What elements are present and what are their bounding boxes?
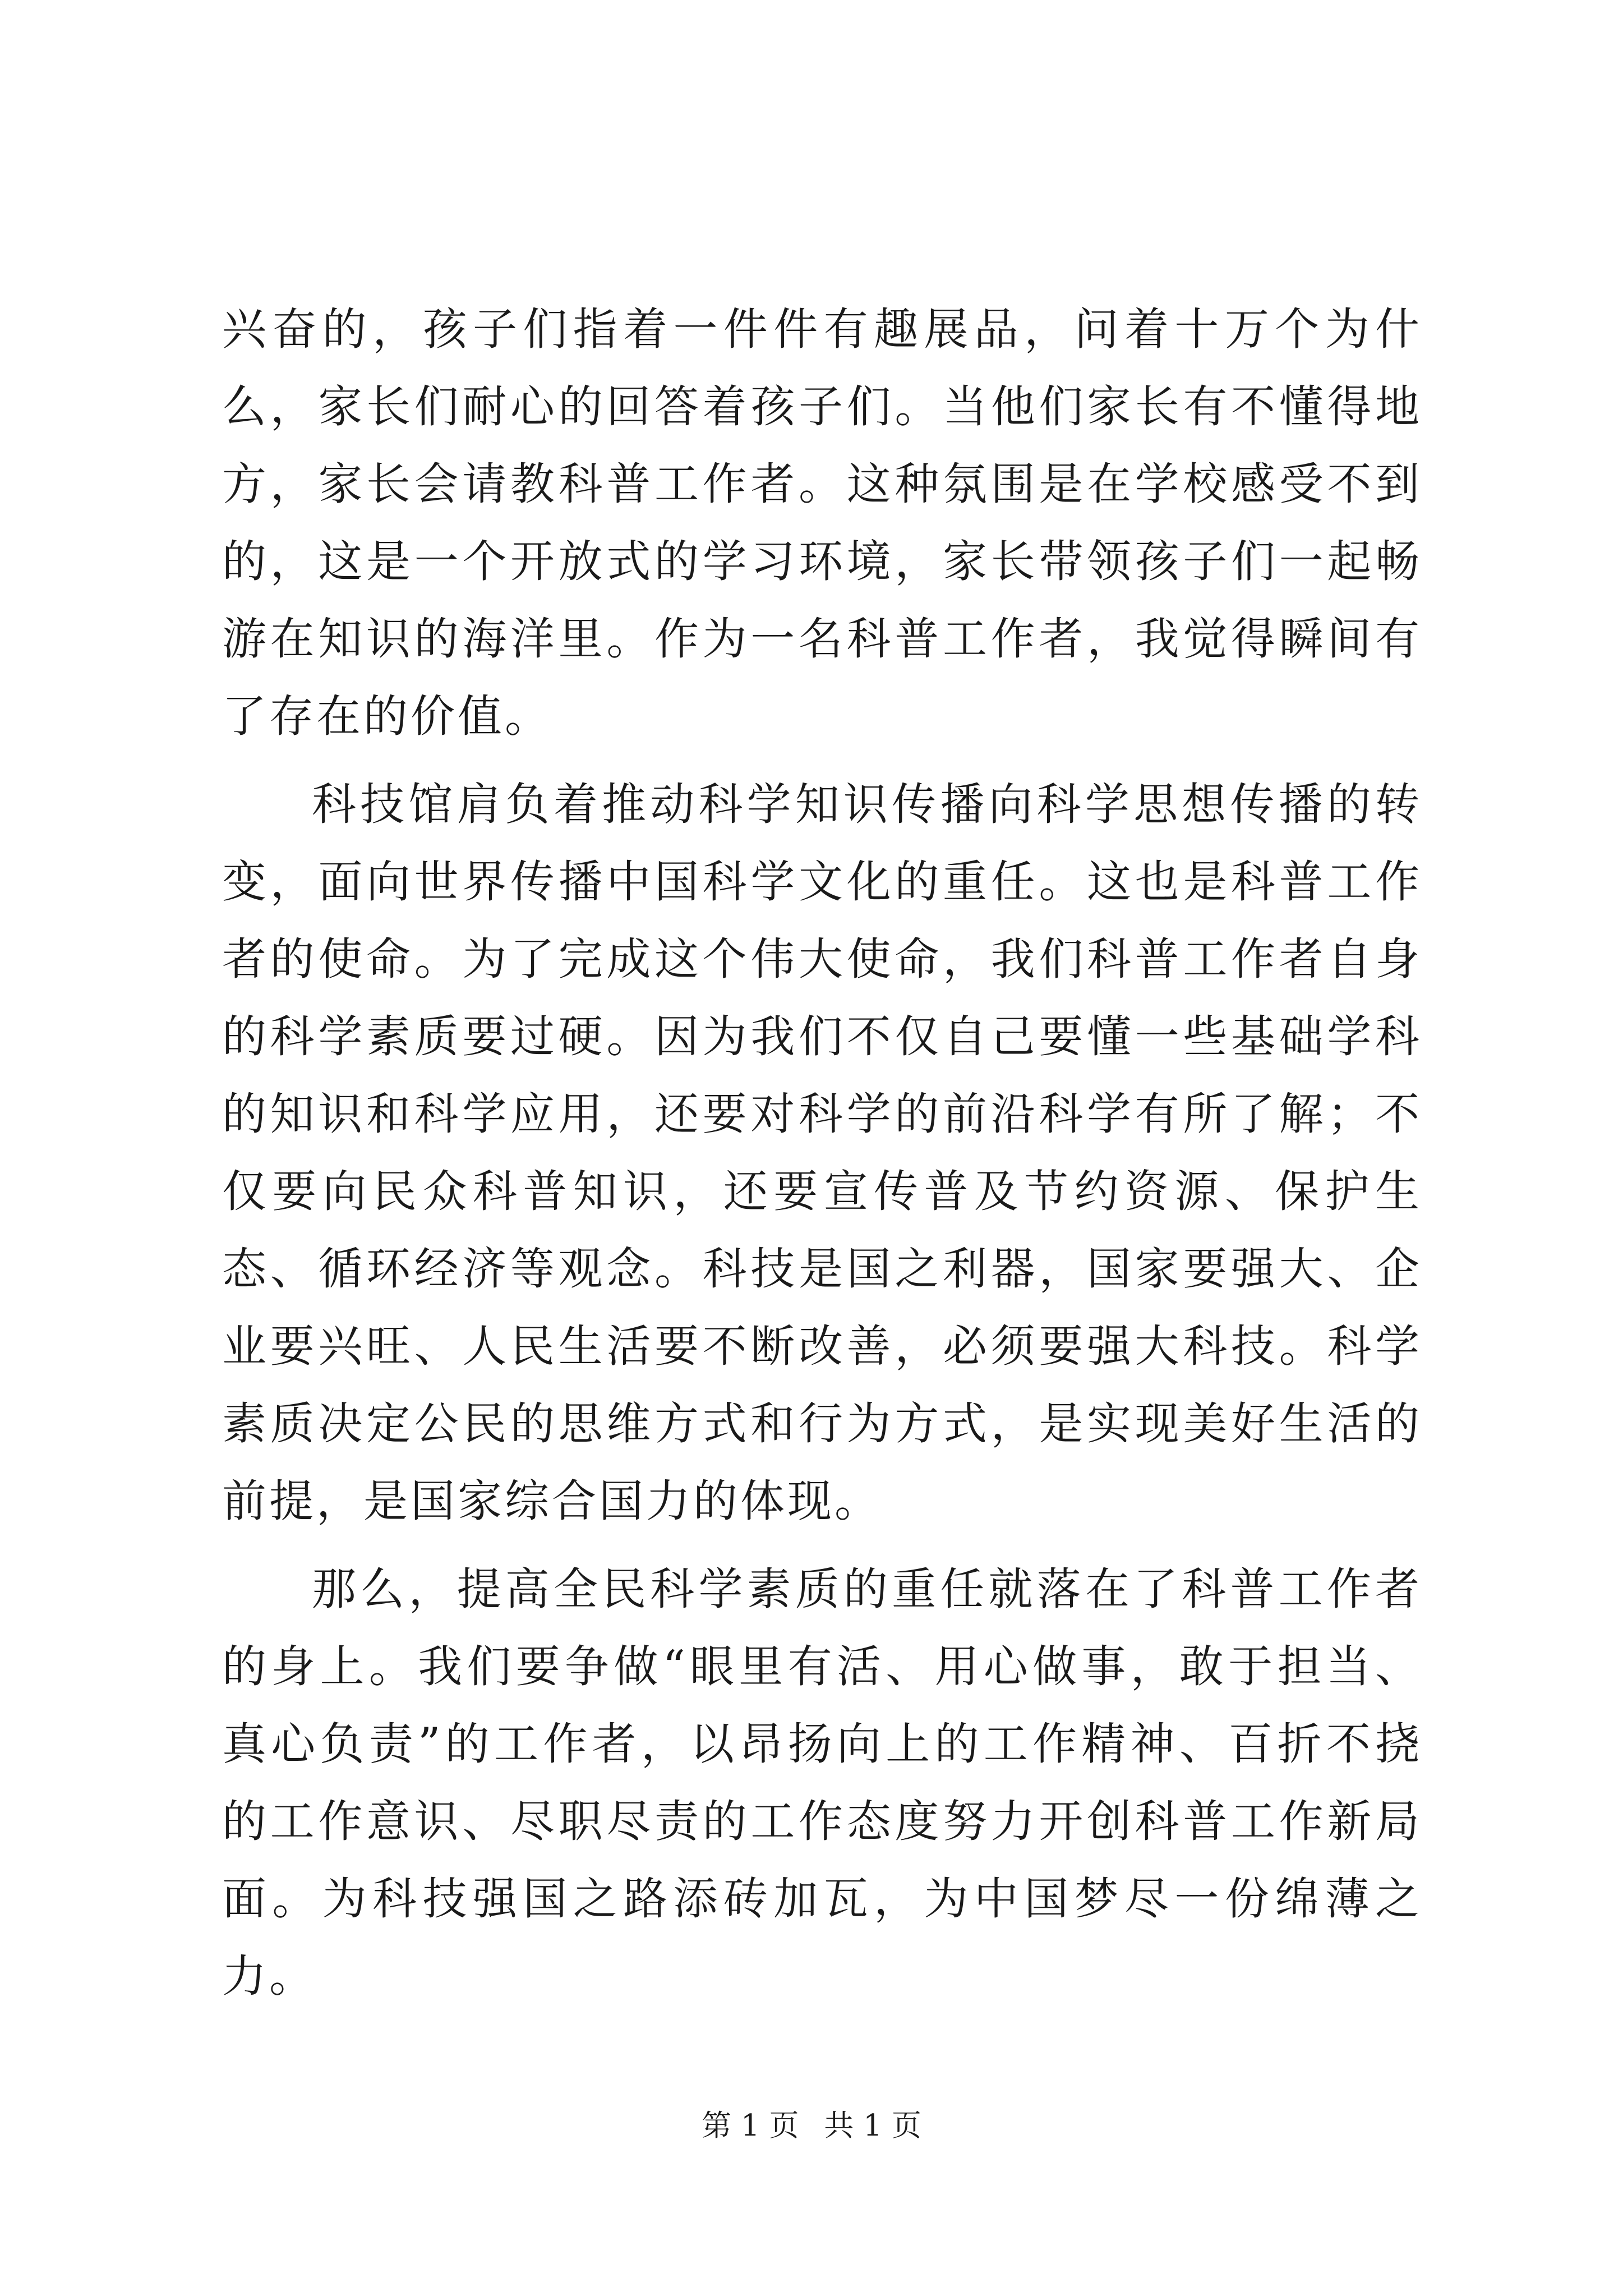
page-total: 共 1 页	[824, 2109, 921, 2143]
page-number: 第 1 页	[702, 2109, 799, 2143]
paragraph-1: 兴奋的，孩子们指着一件件有趣展品，问着十万个为什么，家长们耐心的回答着孩子们。当他们家长有不懂得地方，家长会请教科普工作者。这种氛围是在学校感受不到的，这是一个开放式的学习环境，家长带领孩子们一起畅游在知识的海洋里。作为一名科普工作者，我觉得瞬间有了存在的价值。	[222, 303, 1422, 742]
paragraph-3: 那么，提高全民科学素质的重任就落在了科普工作者的身上。我们要争做“眼里有活、用心做事，敢于担当、真心负责”的工作者，以昂扬向上的工作精神、百折不挠的工作意识、尽职尽责的工作态度努力开创科普工作新局面。为科技强国之路添砖加瓦，为中国梦尽一份绵薄之力。	[222, 1563, 1422, 2002]
document-body	[222, 291, 1422, 2015]
page-footer	[0, 2106, 1623, 2146]
paragraph-2: 科技馆肩负着推动科学知识传播向科学思想传播的转变，面向世界传播中国科学文化的重任。这也是科普工作者的使命。为了完成这个伟大使命，我们科普工作者自身的科学素质要过硬。因为我们不仅自己要懂一些基础学科的知识和科学应用，还要对科学的前沿科学有所了解；不仅要向民众科普知识，还要宣传普及节约资源、保护生态、循环经济等观念。科技是国之利器，国家要强大、企业要兴旺、人民生活要不断改善，必须要强大科技。科学素质决定公民的思维方式和行为方式，是实现美好生活的前提，是国家综合国力的体现。	[222, 779, 1422, 1527]
